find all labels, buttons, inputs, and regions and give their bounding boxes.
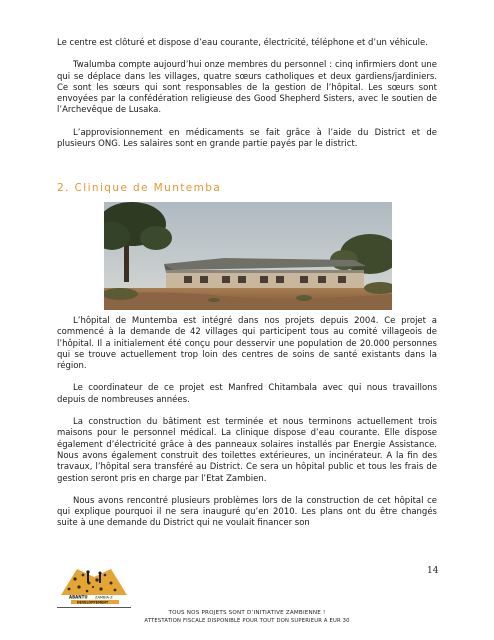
svg-text:DEVELOPPEMENT: DEVELOPPEMENT (77, 600, 109, 605)
paragraph-equipment: Le centre est clôturé et dispose d’eau courante, électricité, téléphone et d’un véhicule. (57, 38, 428, 48)
footer-rule (57, 607, 131, 608)
footer-line-2: ATTESTATION FISCALE DISPONIBLE POUR TOUT DON SUPERIEUR A EUR 30 (144, 618, 350, 624)
clinic-photo (104, 202, 392, 310)
clinic-photo-image (104, 202, 392, 310)
abantu-logo (57, 565, 131, 607)
top-text-block (57, 38, 437, 150)
paragraph-supplies: L’approvisionnement en médicaments se fait grâce à l’aide du District et de plusieurs ONG. Les salaires sont en grande partie payés par le district. (57, 127, 437, 150)
svg-text:ABANTU: ABANTU (69, 594, 88, 600)
paragraph-problems: Nous avons rencontré plusieurs problèmes lors de la construction de cet hôpital ce qui explique pourquoi il ne sera inauguré qu’en 2010. Les plans ont du être changés suite à une demande du District qui ne voulait financer son (57, 495, 437, 529)
paragraph-history: L’hôpital de Muntemba est intégré dans nos projets depuis 2004. Ce projet a commencé à la demande de 42 villages qui participent tous au comité villageois de l’hôpital. Il a initialement été conçu pour desservir une population de 20.000 personnes qui se trouve actuellement trop loin des centres de soins de santé existants dans la région. (57, 316, 437, 372)
paragraph-coordinator: Le coordinateur de ce projet est Manfred Chitambala avec qui nous travaillons depuis de nombreuses années. (57, 383, 437, 405)
svg-text:ZAMBIA-Z: ZAMBIA-Z (95, 595, 113, 600)
footer-line-1: TOUS NOS PROJETS SONT D’INITIATIVE ZAMBIENNE ! (168, 610, 326, 616)
section-heading: 2. Clinique de Muntemba (57, 182, 222, 194)
paragraph-construction: La construction du bâtiment est terminée et nous terminons actuellement trois maisons pour le personnel médical. La clinique dispose d’eau courante. Elle dispose également d’électricité grâce à des panneaux solaires installés par Energie Assistance. Nous avons également construit des toilettes extérieures, un incinérateur. A la fin des travaux, l’hôpital sera transféré au District. Ce sera un hôpital public et tous les frais de gestion seront pris en charge par l’Etat Zambien. (57, 417, 437, 484)
paragraph-staff: Twalumba compte aujourd’hui onze membres du personnel : cinq infirmiers dont une qui se déplace dans les villages, quatre sœurs catholiques et deux gardiens/jardiniers. Ce sont les sœurs qui sont responsables de la gestion de l’hôpital. Les sœurs sont envoyées par la confédération religieuse des Good Shepherd Sisters, avec le soutien de l’Archevêque de Lusaka. (57, 60, 437, 116)
bottom-text-block (57, 316, 437, 530)
abantu-logo-graphic (57, 565, 131, 607)
page-number: 14 (427, 566, 439, 576)
footer (120, 610, 374, 624)
